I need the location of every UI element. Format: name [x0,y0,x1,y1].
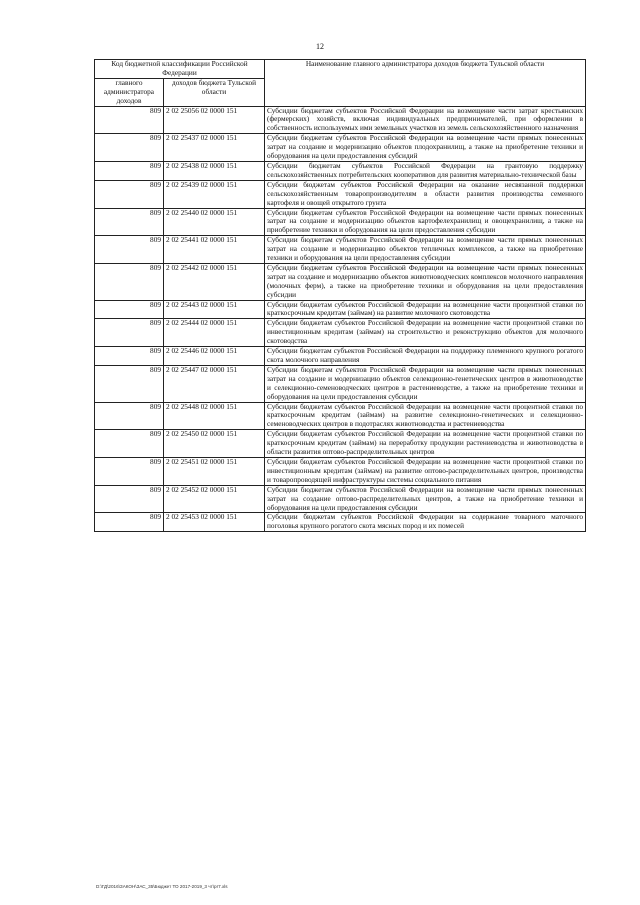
admin-code-cell: 809 [95,430,164,458]
header-name-column: Наименование главного администратора доходов бюджета Тульской области [265,60,586,107]
income-code-cell: 2 02 25056 02 0000 151 [164,106,265,134]
income-code-cell: 2 02 25442 02 0000 151 [164,263,265,300]
income-name-cell: Субсидии бюджетам субъектов Российской Федерации на возмещение части прямых понесенных затрат на создание и модернизацию объектов тепличных комплексов, а также на приобретение техники и оборудования на цели предоставления субсидии [265,236,586,264]
admin-code-cell: 809 [95,457,164,485]
header-code-group: Код бюджетной классификации Российской Федерации [95,60,265,79]
income-name-cell: Субсидии бюджетам субъектов Российской Федерации на возмещение части прямых понесенных затрат на создание и модернизацию объектов плодохранилищ, а также на приобретение техники и оборудования на цели предоставления субсидий [265,134,586,162]
table-header [95,60,586,107]
income-code-cell: 2 02 25439 02 0000 151 [164,180,265,208]
income-name-cell: Субсидии бюджетам субъектов Российской Федерации на возмещение части процентной ставки по краткосрочным кредитам (займам) на развитие селекционно-генетических и селекционно-семеноводческих центров в подотраслях животноводства и растениеводства [265,402,586,430]
income-code-cell: 2 02 25448 02 0000 151 [164,402,265,430]
income-code-cell: 2 02 25452 02 0000 151 [164,485,265,513]
income-code-cell: 2 02 25444 02 0000 151 [164,319,265,347]
table-row [95,430,586,458]
admin-code-cell: 809 [95,402,164,430]
table-row [95,180,586,208]
income-code-cell: 2 02 25440 02 0000 151 [164,208,265,236]
income-name-cell: Субсидии бюджетам субъектов Российской Федерации на возмещение части процентной ставки по инвестиционным кредитам (займам) на строительство и реконструкцию объектов для молочного скотоводства [265,319,586,347]
income-name-cell: Субсидии бюджетам субъектов Российской Федерации на возмещение части затрат крестьянских (фермерских) хозяйств, включая индивидуальных предпринимателей, при оформлении в собственность используемых ими земельных участков из земель сельскохозяйственного назначения [265,106,586,134]
table-row [95,347,586,366]
income-code-cell: 2 02 25443 02 0000 151 [164,300,265,319]
table-row [95,161,586,180]
table-row [95,402,586,430]
income-name-cell: Субсидии бюджетам субъектов Российской Федерации на возмещение части прямых понесенных затрат на создание и модернизацию объектов селекционно-генетических центров в животноводстве и селекционно-семеноводческих центров в растениеводстве, а также на приобретение техники и оборудования на цели предоставления субсидии [265,365,586,402]
income-code-cell: 2 02 25451 02 0000 151 [164,457,265,485]
admin-code-cell: 809 [95,347,164,366]
income-name-cell: Субсидии бюджетам субъектов Российской Федерации на возмещение части процентной ставки по краткосрочным кредитам (займам) на развитие молочного скотоводства [265,300,586,319]
admin-code-cell: 809 [95,106,164,134]
income-name-cell: Субсидии бюджетам субъектов Российской Федерации на оказание несвязанной поддержки сельскохозяйственным товаропроизводителям в области развития производства семенного картофеля и овощей открытого грунта [265,180,586,208]
income-code-cell: 2 02 25438 02 0000 151 [164,161,265,180]
admin-code-cell: 809 [95,485,164,513]
table-row [95,134,586,162]
income-name-cell: Субсидии бюджетам субъектов Российской Федерации на грантовую поддержку сельскохозяйственных потребительских кооперативов для развития материально-технической базы [265,161,586,180]
admin-code-cell: 809 [95,208,164,236]
income-name-cell: Субсидии бюджетам субъектов Российской Федерации на возмещение части процентной ставки по краткосрочным кредитам (займам) на переработку продукции растениеводства и животноводства в области развития оптово-распределительных центров [265,430,586,458]
budget-table [94,59,586,532]
income-code-cell: 2 02 25437 02 0000 151 [164,134,265,162]
admin-code-cell: 809 [95,236,164,264]
table-body [95,106,586,532]
income-code-cell: 2 02 25446 02 0000 151 [164,347,265,366]
table-row [95,319,586,347]
income-name-cell: Субсидии бюджетам субъектов Российской Федерации на содержание товарного маточного поголовья крупного рогатого скота мясных пород и их помесей [265,513,586,532]
table-row [95,365,586,402]
admin-code-cell: 809 [95,134,164,162]
file-path-footer: D:\ГД\2016\ЗАКОН\ЗАС_35\Бюджет ТО 2017-2019_3 чт\pr7.xls [96,884,228,889]
table-row [95,457,586,485]
income-code-cell: 2 02 25441 02 0000 151 [164,236,265,264]
table-row [95,236,586,264]
income-name-cell: Субсидии бюджетам субъектов Российской Федерации на возмещение части процентной ставки по инвестиционным кредитам (займам) на развитие оптово-распределительных центров, производства и товаропроводящей инфраструктуры системы социального питания [265,457,586,485]
income-code-cell: 2 02 25453 02 0000 151 [164,513,265,532]
table-row [95,300,586,319]
admin-code-cell: 809 [95,513,164,532]
income-name-cell: Субсидии бюджетам субъектов Российской Федерации на поддержку племенного крупного рогатого скота молочного направления [265,347,586,366]
admin-code-cell: 809 [95,319,164,347]
income-name-cell: Субсидии бюджетам субъектов Российской Федерации на возмещение части прямых понесенных затрат на создание и модернизацию объектов животноводческих комплексов молочного направления (молочных ферм), а также на приобретение техники и оборудования на цели предоставления субсидии [265,263,586,300]
table-row [95,208,586,236]
table-row [95,263,586,300]
header-admin-column: главного администратора доходов [95,78,164,106]
admin-code-cell: 809 [95,180,164,208]
income-code-cell: 2 02 25450 02 0000 151 [164,430,265,458]
table-row [95,513,586,532]
income-name-cell: Субсидии бюджетам субъектов Российской Федерации на возмещение части прямых понесенных затрат на создание оптово-распределительных центров, а также на приобретение техники и оборудования на цели предоставления субсидии [265,485,586,513]
table-row [95,106,586,134]
admin-code-cell: 809 [95,300,164,319]
admin-code-cell: 809 [95,263,164,300]
table-row [95,485,586,513]
admin-code-cell: 809 [95,161,164,180]
admin-code-cell: 809 [95,365,164,402]
header-income-column: доходов бюджета Тульской области [164,78,265,106]
page-number: 12 [316,42,324,51]
income-name-cell: Субсидии бюджетам субъектов Российской Федерации на возмещение части прямых понесенных затрат на создание и модернизацию объектов картофелехранилищ и овощехранилищ, а также на приобретение техники и оборудования на цели предоставления субсидии [265,208,586,236]
income-code-cell: 2 02 25447 02 0000 151 [164,365,265,402]
